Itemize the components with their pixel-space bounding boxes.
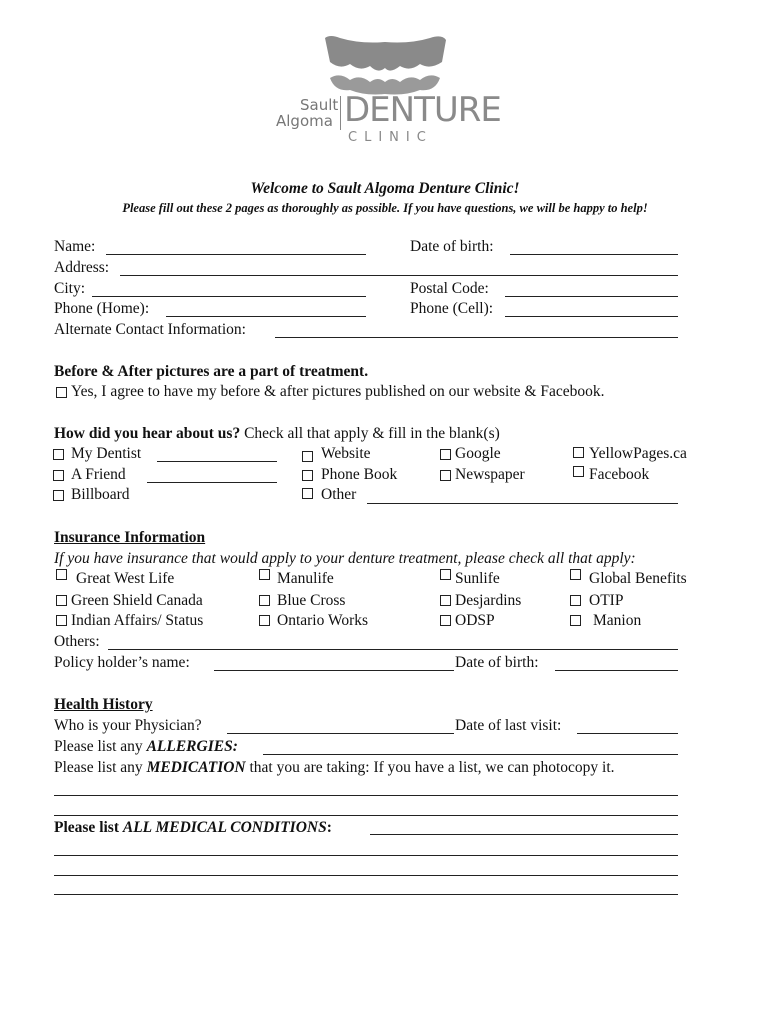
referral-billboard-label: Billboard <box>71 486 130 503</box>
insurance-others-field[interactable] <box>108 649 678 650</box>
allergies-label-emphasis: ALLERGIES: <box>146 738 238 755</box>
medication-label-emphasis: MEDICATION <box>146 759 246 776</box>
insurance-bluecross-label: Blue Cross <box>277 592 346 609</box>
insurance-sunlife-label: Sunlife <box>455 570 500 587</box>
referral-phonebook-label: Phone Book <box>321 466 398 483</box>
alternate-contact-field[interactable] <box>275 337 678 338</box>
referral-phonebook-checkbox[interactable] <box>302 470 313 481</box>
referral-facebook-label: Facebook <box>589 466 650 483</box>
phone-home-field[interactable] <box>166 316 366 317</box>
insurance-manion-checkbox[interactable] <box>570 615 581 626</box>
logo-word-sault: Sault <box>300 96 339 114</box>
referral-other-checkbox[interactable] <box>302 488 313 499</box>
conditions-field-2[interactable] <box>54 855 678 856</box>
insurance-bluecross-checkbox[interactable] <box>259 595 270 606</box>
alternate-contact-label: Alternate Contact Information: <box>54 321 246 338</box>
postal-label: Postal Code: <box>410 280 489 297</box>
insurance-ontarioworks-label: Ontario Works <box>277 612 369 629</box>
referral-dentist-field[interactable] <box>157 461 277 462</box>
referral-newspaper-checkbox[interactable] <box>440 470 451 481</box>
referral-dentist-checkbox[interactable] <box>53 449 64 460</box>
insurance-globalbenefits-checkbox[interactable] <box>570 569 581 580</box>
referral-other-field[interactable] <box>367 503 678 504</box>
referral-yellowpages-checkbox[interactable] <box>573 447 584 458</box>
allergies-label <box>54 737 238 757</box>
physician-label: Who is your Physician? <box>54 717 202 734</box>
insurance-greenshield-checkbox[interactable] <box>56 595 67 606</box>
insurance-heading: Insurance Information <box>54 529 206 546</box>
referral-friend-checkbox[interactable] <box>53 470 64 481</box>
physician-field[interactable] <box>227 733 454 734</box>
medication-label-suffix: that you are taking: If you have a list, we can photocopy it. <box>245 759 615 776</box>
dob-label: Date of birth: <box>410 238 494 255</box>
insurance-otip-label: OTIP <box>589 592 624 609</box>
insurance-ontarioworks-checkbox[interactable] <box>259 615 270 626</box>
insurance-sunlife-checkbox[interactable] <box>440 569 451 580</box>
clinic-logo <box>270 30 500 150</box>
medication-label <box>54 758 615 778</box>
conditions-field-1[interactable] <box>370 834 678 835</box>
medication-field-1[interactable] <box>54 795 678 796</box>
city-label: City: <box>54 280 86 297</box>
allergies-label-prefix: Please list any <box>54 738 147 755</box>
phone-cell-label: Phone (Cell): <box>410 300 494 317</box>
referral-billboard-checkbox[interactable] <box>53 490 64 501</box>
logo-word-denture: DENTURE <box>344 90 501 130</box>
dob-field[interactable] <box>510 254 678 255</box>
insurance-desjardins-label: Desjardins <box>455 592 522 609</box>
last-visit-field[interactable] <box>577 733 678 734</box>
address-label: Address: <box>54 259 110 276</box>
logo-divider <box>340 96 341 130</box>
referral-website-checkbox[interactable] <box>302 451 313 462</box>
referral-google-checkbox[interactable] <box>440 449 451 460</box>
photos-consent-label: Yes, I agree to have my before & after pictures published on our website & Facebook. <box>71 383 605 400</box>
address-field[interactable] <box>120 275 678 276</box>
referral-website-label: Website <box>321 445 371 462</box>
referral-yellowpages-label: YellowPages.ca <box>589 445 687 462</box>
insurance-greatwest-checkbox[interactable] <box>56 569 67 580</box>
photos-consent-checkbox[interactable] <box>56 387 67 398</box>
medication-field-2[interactable] <box>54 815 678 816</box>
allergies-field[interactable] <box>263 754 678 755</box>
conditions-label-suffix: : <box>326 819 332 836</box>
policy-holder-field[interactable] <box>214 670 454 671</box>
conditions-label-emphasis: ALL MEDICAL CONDITIONS <box>122 819 327 836</box>
insurance-others-label: Others: <box>54 633 100 650</box>
referral-newspaper-label: Newspaper <box>455 466 525 483</box>
last-visit-label: Date of last visit: <box>455 717 562 734</box>
referral-question <box>54 424 500 444</box>
insurance-manion-label: Manion <box>593 612 642 629</box>
policy-holder-label: Policy holder’s name: <box>54 654 190 671</box>
logo-word-algoma: Algoma <box>276 112 333 130</box>
insurance-instruction: If you have insurance that would apply to your denture treatment, please check all that apply: <box>54 550 636 567</box>
postal-field[interactable] <box>505 296 678 297</box>
conditions-label-prefix: Please list <box>54 819 123 836</box>
referral-heading: How did you hear about us? <box>54 425 241 442</box>
insurance-otip-checkbox[interactable] <box>570 595 581 606</box>
conditions-field-4[interactable] <box>54 894 678 895</box>
name-field[interactable] <box>106 254 366 255</box>
referral-friend-label: A Friend <box>71 466 126 483</box>
conditions-label <box>54 818 332 838</box>
form-title: Welcome to Sault Algoma Denture Clinic! <box>250 180 520 197</box>
name-label: Name: <box>54 238 96 255</box>
photos-heading: Before & After pictures are a part of treatment. <box>54 363 369 380</box>
insurance-manulife-label: Manulife <box>277 570 334 587</box>
insurance-indianaffairs-checkbox[interactable] <box>56 615 67 626</box>
policy-holder-dob-label: Date of birth: <box>455 654 539 671</box>
insurance-indianaffairs-label: Indian Affairs/ Status <box>71 612 204 629</box>
insurance-greenshield-label: Green Shield Canada <box>71 592 203 609</box>
insurance-odsp-checkbox[interactable] <box>440 615 451 626</box>
insurance-desjardins-checkbox[interactable] <box>440 595 451 606</box>
logo-word-clinic: CLINIC <box>348 130 433 145</box>
phone-cell-field[interactable] <box>505 316 678 317</box>
medication-label-prefix: Please list any <box>54 759 147 776</box>
insurance-globalbenefits-label: Global Benefits <box>589 570 687 587</box>
insurance-manulife-checkbox[interactable] <box>259 569 270 580</box>
referral-google-label: Google <box>455 445 501 462</box>
referral-dentist-label: My Dentist <box>71 445 142 462</box>
phone-home-label: Phone (Home): <box>54 300 150 317</box>
city-field[interactable] <box>92 296 366 297</box>
health-heading: Health History <box>54 696 153 713</box>
form-subtitle: Please fill out these 2 pages as thoroughly as possible. If you have questions, we will be happy to help! <box>122 201 648 215</box>
referral-facebook-checkbox[interactable] <box>573 466 584 477</box>
insurance-greatwest-label: Great West Life <box>76 570 175 587</box>
policy-holder-dob-field[interactable] <box>555 670 678 671</box>
referral-other-label: Other <box>321 486 357 503</box>
referral-friend-field[interactable] <box>147 482 277 483</box>
insurance-odsp-label: ODSP <box>455 612 495 629</box>
conditions-field-3[interactable] <box>54 875 678 876</box>
referral-instruction: Check all that apply & fill in the blank(s) <box>244 425 500 442</box>
